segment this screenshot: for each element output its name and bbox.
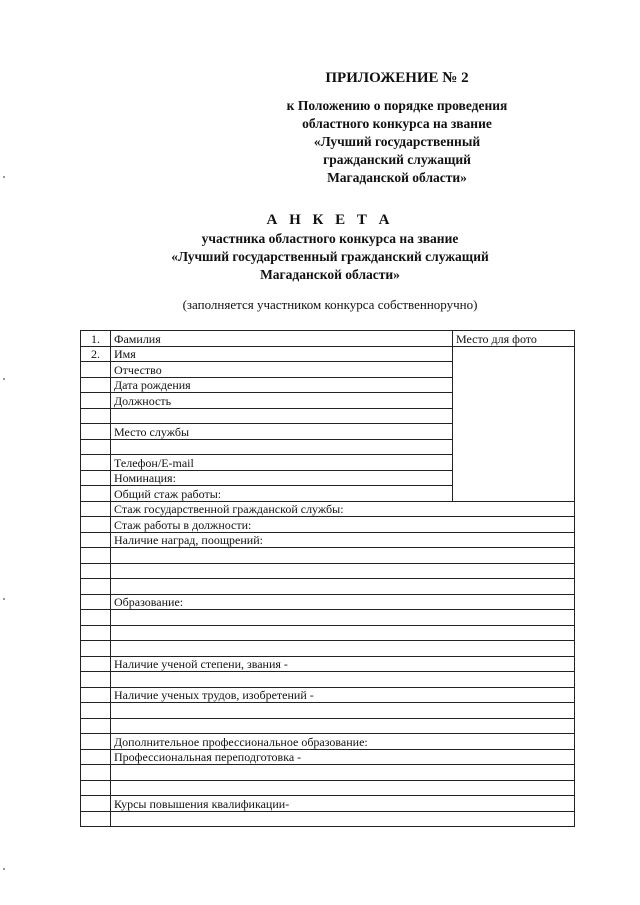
row-number[interactable] xyxy=(81,672,111,688)
field-label[interactable]: Профессиональная переподготовка - xyxy=(111,749,575,765)
appendix-number: ПРИЛОЖЕНИЕ № 2 xyxy=(325,70,469,86)
row-number[interactable] xyxy=(81,656,111,672)
appendix-line: областного конкурса на звание xyxy=(302,116,492,131)
row-number[interactable]: 1. xyxy=(81,331,111,347)
appendix-header xyxy=(252,70,542,187)
table-row xyxy=(81,594,575,610)
field-label[interactable]: Наличие ученых трудов, изобретений - xyxy=(111,687,575,703)
form-title: А Н К Е Т А xyxy=(266,212,394,228)
table-row xyxy=(81,610,575,626)
table-row xyxy=(81,734,575,750)
row-number[interactable] xyxy=(81,424,111,440)
appendix-line: Магаданской области» xyxy=(327,170,467,185)
scan-mark xyxy=(3,598,5,600)
field-label[interactable] xyxy=(111,563,575,579)
fill-instruction: (заполняется участником конкурса собственноручно) xyxy=(182,297,478,312)
field-label[interactable]: Наличие наград, поощрений: xyxy=(111,532,575,548)
field-label[interactable] xyxy=(111,439,453,455)
row-number[interactable] xyxy=(81,455,111,471)
table-row xyxy=(81,517,575,533)
row-number[interactable] xyxy=(81,625,111,641)
scan-mark xyxy=(3,176,5,178)
table-row xyxy=(81,749,575,765)
field-label[interactable]: Наличие ученой степени, звания - xyxy=(111,656,575,672)
field-label[interactable]: Телефон/E-mail xyxy=(111,455,453,471)
row-number[interactable] xyxy=(81,579,111,595)
row-number[interactable] xyxy=(81,718,111,734)
row-number[interactable] xyxy=(81,563,111,579)
row-number[interactable] xyxy=(81,703,111,719)
field-label[interactable]: Стаж государственной гражданской службы: xyxy=(111,501,575,517)
table-row xyxy=(81,501,575,517)
row-number[interactable] xyxy=(81,610,111,626)
field-label[interactable] xyxy=(111,610,575,626)
table-row xyxy=(81,532,575,548)
field-label[interactable]: Имя xyxy=(111,346,453,362)
table-row xyxy=(81,796,575,812)
table-row xyxy=(81,718,575,734)
table-row xyxy=(81,656,575,672)
row-number[interactable] xyxy=(81,641,111,657)
row-number[interactable]: 2. xyxy=(81,346,111,362)
appendix-line: к Положению о порядке проведения xyxy=(286,98,508,113)
field-label[interactable]: Должность xyxy=(111,393,453,409)
row-number[interactable] xyxy=(81,687,111,703)
row-number[interactable] xyxy=(81,780,111,796)
table-row xyxy=(81,548,575,564)
table-row xyxy=(81,563,575,579)
field-label[interactable] xyxy=(111,780,575,796)
table-row xyxy=(81,780,575,796)
row-number[interactable] xyxy=(81,749,111,765)
field-label[interactable]: Фамилия xyxy=(111,331,453,347)
row-number[interactable] xyxy=(81,594,111,610)
field-label[interactable]: Курсы повышения квалификации- xyxy=(111,796,575,812)
form-subtitle-line: Магаданской области» xyxy=(260,267,400,282)
table-row xyxy=(81,703,575,719)
appendix-line: «Лучший государственный xyxy=(313,134,481,149)
row-number[interactable] xyxy=(81,439,111,455)
table-row xyxy=(81,811,575,827)
photo-placeholder[interactable] xyxy=(453,346,575,501)
field-label[interactable]: Номинация: xyxy=(111,470,453,486)
field-label[interactable] xyxy=(111,408,453,424)
field-label[interactable] xyxy=(111,579,575,595)
table-row xyxy=(81,346,575,362)
row-number[interactable] xyxy=(81,532,111,548)
field-label[interactable] xyxy=(111,548,575,564)
field-label[interactable]: Место службы xyxy=(111,424,453,440)
scan-mark xyxy=(3,378,5,380)
table-row xyxy=(81,579,575,595)
field-label[interactable]: Образование: xyxy=(111,594,575,610)
questionnaire-table xyxy=(80,330,575,827)
field-label[interactable] xyxy=(111,765,575,781)
row-number[interactable] xyxy=(81,408,111,424)
field-label[interactable] xyxy=(111,672,575,688)
field-label[interactable] xyxy=(111,811,575,827)
table-row xyxy=(81,765,575,781)
table-row xyxy=(81,625,575,641)
row-number[interactable] xyxy=(81,362,111,378)
scan-mark xyxy=(3,868,5,870)
table-row xyxy=(81,672,575,688)
field-label[interactable]: Стаж работы в должности: xyxy=(111,517,575,533)
form-subtitle-line: участника областного конкурса на звание xyxy=(201,231,459,246)
form-subtitle-line: «Лучший государственный гражданский служащий xyxy=(171,249,489,264)
row-number[interactable] xyxy=(81,393,111,409)
row-number[interactable] xyxy=(81,765,111,781)
table-row xyxy=(81,641,575,657)
row-number[interactable] xyxy=(81,811,111,827)
row-number[interactable] xyxy=(81,377,111,393)
field-label[interactable] xyxy=(111,641,575,657)
row-number[interactable] xyxy=(81,734,111,750)
row-number[interactable] xyxy=(81,470,111,486)
field-label[interactable]: Дополнительное профессиональное образование: xyxy=(111,734,575,750)
field-label[interactable]: Общий стаж работы: xyxy=(111,486,453,502)
field-label[interactable] xyxy=(111,703,575,719)
photo-label[interactable]: Место для фото xyxy=(453,331,575,347)
row-number[interactable] xyxy=(81,517,111,533)
row-number[interactable] xyxy=(81,548,111,564)
table-row xyxy=(81,331,575,347)
field-label[interactable] xyxy=(111,625,575,641)
table-row xyxy=(81,687,575,703)
field-label[interactable]: Отчество xyxy=(111,362,453,378)
form-heading xyxy=(120,210,540,284)
row-number[interactable] xyxy=(81,796,111,812)
appendix-line: гражданский служащий xyxy=(323,152,471,167)
field-label[interactable] xyxy=(111,718,575,734)
field-label[interactable]: Дата рождения xyxy=(111,377,453,393)
row-number[interactable] xyxy=(81,486,111,502)
row-number[interactable] xyxy=(81,501,111,517)
